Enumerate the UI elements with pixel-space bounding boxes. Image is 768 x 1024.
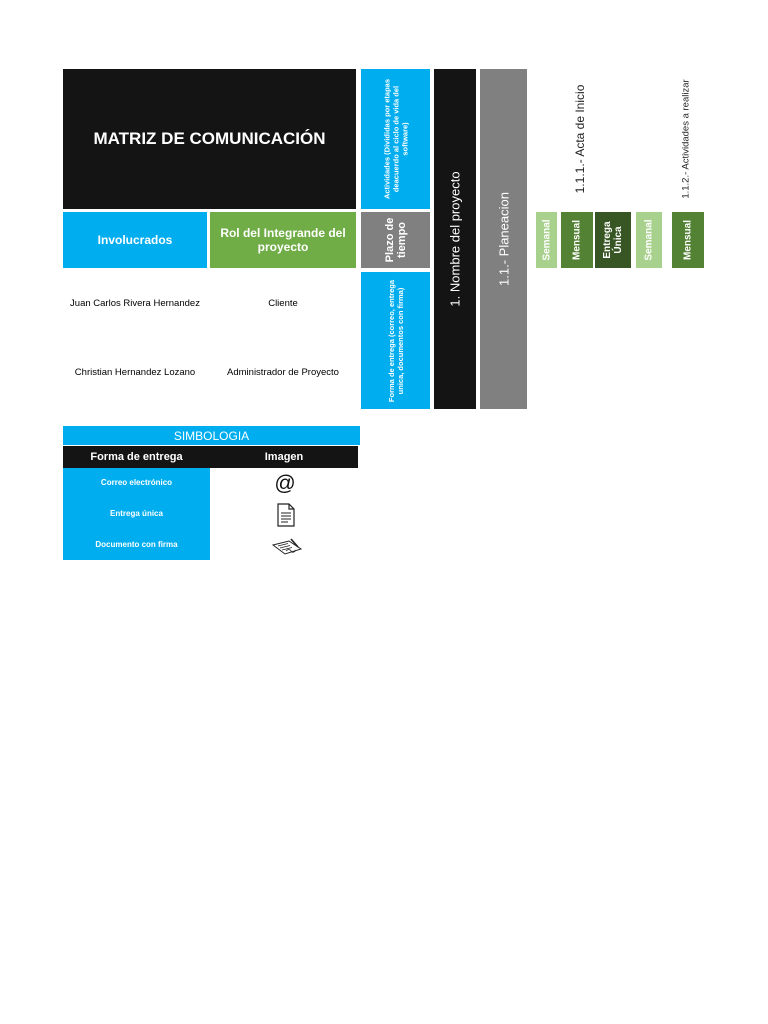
simbologia-label: Correo electrónico bbox=[100, 477, 173, 487]
simbologia-title: SIMBOLOGIA bbox=[63, 426, 360, 445]
period-col-semanal-2 bbox=[636, 212, 662, 268]
period-label: Entrega Única bbox=[602, 221, 624, 259]
rol-header: Rol del Integrande del proyecto bbox=[210, 212, 356, 268]
simbologia-col-forma: Forma de entrega bbox=[63, 446, 210, 468]
signed-document-icon bbox=[271, 537, 303, 557]
simbologia-label: Entrega única bbox=[110, 508, 163, 518]
table-row-name: Christian Hernandez Lozano bbox=[74, 366, 196, 378]
period-label: Mensual bbox=[682, 219, 694, 261]
period-col-entrega-unica bbox=[595, 212, 631, 268]
plazo-header bbox=[361, 212, 430, 268]
period-label: Mensual bbox=[571, 219, 583, 261]
period-col-mensual-1 bbox=[561, 212, 593, 268]
planeacion-column bbox=[480, 69, 527, 409]
simbologia-col-imagen: Imagen bbox=[210, 446, 358, 468]
table-row-role: Administrador de Proyecto bbox=[227, 366, 339, 378]
planeacion-text: 1.1.- Planeacion bbox=[496, 192, 511, 286]
period-col-mensual-2 bbox=[672, 212, 704, 268]
at-sign-icon: @ bbox=[274, 472, 296, 495]
table-row-role: Cliente bbox=[268, 297, 298, 309]
document-icon bbox=[276, 503, 296, 527]
table-row-name: Juan Carlos Rivera Hernandez bbox=[70, 297, 200, 309]
plazo-header-text: Plazo de tiempo bbox=[383, 217, 408, 263]
actividades-header-text: Actividades (Divididas por etapas deacuerdo al ciclo de vida del software) bbox=[382, 78, 409, 200]
project-name-column bbox=[434, 69, 476, 409]
project-name-text: 1. Nombre del proyecto bbox=[447, 171, 463, 307]
simbologia-label: Documento con firma bbox=[95, 539, 178, 549]
actividades-header bbox=[361, 69, 430, 209]
actividades-realizar-text: 1.1.2.- Actividades a realizar bbox=[680, 79, 692, 199]
acta-inicio-text: 1.1.1.- Acta de Inicio bbox=[573, 84, 587, 194]
acta-inicio-header bbox=[560, 69, 600, 209]
period-label: Semanal bbox=[541, 219, 552, 261]
period-col-semanal-1 bbox=[536, 212, 557, 268]
period-label: Semanal bbox=[643, 219, 655, 261]
forma-entrega-header bbox=[361, 272, 430, 409]
matrix-title: MATRIZ DE COMUNICACIÓN bbox=[63, 69, 356, 209]
actividades-realizar-header bbox=[670, 69, 702, 209]
involucrados-header: Involucrados bbox=[63, 212, 207, 268]
forma-entrega-header-text: Forma de entrega (correo, entrega unica, documentos con firma) bbox=[386, 279, 405, 402]
